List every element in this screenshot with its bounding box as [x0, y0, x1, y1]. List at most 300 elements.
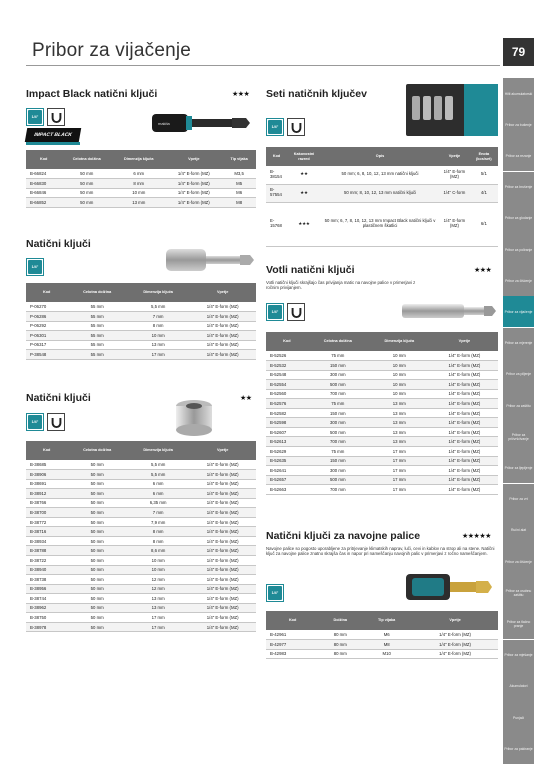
table-cell: 50 mm; 6, 7, 8, 10, 12, 13 mm Impact Black natični ključi v plastičnem škatlici	[321, 202, 439, 246]
table-cell: 50 mm	[67, 613, 127, 623]
sidebar-tab[interactable]: Pribor za pakiranje	[503, 733, 534, 764]
table-cell: B-52607	[266, 427, 308, 437]
natic1-drive-badge	[26, 258, 44, 276]
table-row	[266, 649, 498, 659]
table-cell: 150 mm	[308, 456, 368, 466]
table-row	[266, 485, 498, 495]
table-cell: 700 mm	[308, 485, 368, 495]
table-cell: 1/4" E-form (MZ)	[165, 169, 222, 179]
table-row	[26, 302, 256, 312]
table-cell: B-38934	[26, 536, 67, 546]
table-cell: B-38685	[26, 460, 67, 470]
table-cell: B-38772	[26, 517, 67, 527]
table-cell: 1/4" E-form (MZ)	[439, 166, 470, 184]
table-cell: 1/4" E-form (MZ)	[431, 456, 498, 466]
table-cell: M10	[361, 649, 412, 659]
table-cell: B-52532	[266, 361, 308, 371]
table-cell: 1/4" E-form (MZ)	[165, 198, 222, 208]
table-header-row	[266, 611, 498, 630]
table-cell: 8 mm	[127, 527, 189, 537]
table-cell: 1/4" E-form (MZ)	[189, 594, 256, 604]
column-header: Enota (kos/set)	[470, 147, 498, 166]
sidebar-tab[interactable]: Pribor za brušenje	[503, 172, 534, 203]
table-cell: 80 mm	[319, 640, 361, 650]
table-cell: B-38750	[26, 613, 67, 623]
table-row	[26, 198, 256, 208]
table-cell: 13 mm	[127, 340, 189, 350]
sidebar-tab[interactable]: Pribor za rezanje	[503, 140, 534, 171]
navoj-table	[266, 611, 498, 659]
table-row	[266, 466, 498, 476]
navoj-socket-image	[404, 568, 498, 606]
table-cell: 1/4" E-form (MZ)	[189, 517, 256, 527]
table-cell: 1/4" E-form (MZ)	[431, 380, 498, 390]
table-row	[266, 640, 498, 650]
table-cell: B-42983	[266, 649, 319, 659]
table-cell: 80 mm	[319, 649, 361, 659]
sidebar-tab[interactable]: Pribor za zaštitu	[503, 390, 534, 421]
table-row	[266, 370, 498, 380]
table-cell: P-06292	[26, 321, 67, 331]
table-cell: P-06270	[26, 302, 67, 312]
natic1-drive-label: 1/4"	[28, 260, 42, 274]
table-cell: 55 mm	[67, 340, 127, 350]
column-header: Kod	[266, 611, 319, 630]
table-cell: 75 mm	[308, 351, 368, 361]
table-cell: B-38940	[26, 565, 67, 575]
table-cell: M3,5	[222, 169, 256, 179]
table-row	[26, 536, 256, 546]
column-header: Kod	[26, 150, 61, 169]
table-cell: B-66824	[26, 169, 61, 179]
table-cell: 10 mm	[368, 389, 431, 399]
table-cell: B-38766	[26, 498, 67, 508]
header-divider	[26, 65, 500, 66]
category-sidebar	[503, 68, 534, 755]
table-cell: 1/4" E-form (MZ)	[431, 446, 498, 456]
table-row	[266, 475, 498, 485]
table-cell: 1/4" E-form (MZ)	[431, 399, 498, 409]
table-cell: E-15768	[266, 202, 287, 246]
drive-size-label: 1/4"	[28, 110, 42, 124]
column-header: Vpetje	[439, 147, 470, 166]
table-cell: 13 mm	[368, 437, 431, 447]
table-cell: 17 mm	[368, 456, 431, 466]
seti-package-band	[464, 84, 498, 136]
table-row	[26, 575, 256, 585]
table-row	[26, 179, 256, 189]
table-cell: B-38912	[26, 489, 67, 499]
column-header: Dimenzija ključa	[368, 332, 431, 351]
sidebar-tab[interactable]: Pribor za mjerenje	[503, 328, 534, 359]
table-row	[26, 331, 256, 341]
seti-socket-3	[434, 96, 442, 120]
magnet-icon	[47, 108, 65, 126]
table-cell: 4/1	[470, 184, 498, 202]
table-cell: 5,5 mm	[127, 460, 189, 470]
table-cell: 50 mm	[61, 169, 112, 179]
impact-section-title: Impact Black natični ključi	[26, 88, 158, 100]
table-cell: 1/4" E-form (MZ)	[431, 466, 498, 476]
table-cell: 5,5 mm	[127, 302, 189, 312]
table-cell: 1/4" E-form (MZ)	[189, 546, 256, 556]
impact-socket-table	[26, 150, 256, 208]
table-row	[26, 527, 256, 537]
column-header: Dolžina	[319, 611, 361, 630]
natic2-magnet-icon	[47, 413, 65, 431]
table-row	[26, 489, 256, 499]
table-cell: 10 mm	[127, 565, 189, 575]
impact-logo-stripe	[26, 142, 80, 145]
table-cell: 50 mm	[67, 527, 127, 537]
sidebar-tab[interactable]: Pribor za poliranje	[503, 234, 534, 265]
table-cell: 500 mm	[308, 475, 368, 485]
table-cell: 1/4" E-form (MZ)	[189, 331, 256, 341]
table-cell: 17 mm	[368, 485, 431, 495]
table-cell: 50 mm	[67, 546, 127, 556]
table-cell: B-38956	[26, 584, 67, 594]
table-cell: 75 mm	[308, 399, 368, 409]
table-header-row	[26, 441, 256, 460]
sidebar-tab[interactable]: Pribor za piljenje	[503, 359, 534, 390]
table-cell: B-52635	[266, 456, 308, 466]
table-cell: 1/4" E-form (MZ)	[189, 302, 256, 312]
table-row	[26, 603, 256, 613]
table-cell: 1/4" E-form (MZ)	[431, 418, 498, 428]
natic2-socket-image	[172, 398, 256, 440]
impact-rating-stars: ★★★	[232, 91, 250, 98]
navoj-drive-label: 1/4"	[268, 586, 282, 600]
table-row	[26, 188, 256, 198]
table-cell: 55 mm	[67, 350, 127, 360]
table-cell: 17 mm	[127, 350, 189, 360]
natic2-section-title: Natični ključi	[26, 392, 91, 404]
sidebar-tab[interactable]: Pribor za mješanje	[503, 640, 534, 671]
table-row	[26, 622, 256, 632]
table-cell: 1/4" E-form (MZ)	[189, 460, 256, 470]
table-cell: 6 mm	[127, 489, 189, 499]
table-cell: 10 mm	[368, 380, 431, 390]
table-row	[26, 613, 256, 623]
column-header: Celotna dolžina	[67, 283, 127, 302]
table-cell: 50 mm; 8, 10, 12, 13 mm natični ključi	[321, 184, 439, 202]
table-cell: 700 mm	[308, 389, 368, 399]
table-cell: 13 mm	[368, 427, 431, 437]
table-cell: 1/4" E-form (MZ)	[412, 630, 498, 640]
table-cell: 50 mm	[67, 603, 127, 613]
sidebar-tab[interactable]: Pribor za čišćenje	[503, 265, 534, 296]
table-cell: 1/4" E-form (MZ)	[189, 536, 256, 546]
votli-rating-stars: ★★★	[474, 267, 492, 274]
page-number: 79	[503, 38, 534, 66]
table-cell: 7 mm	[127, 312, 189, 322]
table-row	[26, 321, 256, 331]
table-row	[26, 508, 256, 518]
table-cell: 5,5 mm	[127, 470, 189, 480]
table-cell: B-66852	[26, 198, 61, 208]
table-cell: 10 mm	[127, 331, 189, 341]
natic1-socket-image	[162, 247, 256, 273]
table-cell: 50 mm	[61, 188, 112, 198]
table-cell: 8,6 mm	[127, 546, 189, 556]
table-row	[266, 630, 498, 640]
table-row	[26, 479, 256, 489]
seti-table	[266, 147, 498, 247]
table-cell: 55 mm	[67, 321, 127, 331]
column-header: Kod	[26, 441, 67, 460]
column-header: Celotna dolžina	[61, 150, 112, 169]
seti-section-title: Seti natičnih ključev	[266, 88, 367, 100]
table-cell: 13 mm	[368, 408, 431, 418]
table-cell: 50 mm	[67, 489, 127, 499]
table-cell: P-06301	[26, 331, 67, 341]
table-cell: 1/4" E-form (MZ)	[189, 489, 256, 499]
table-cell: B-38744	[26, 594, 67, 604]
column-header: Dimenzija ključa	[127, 283, 189, 302]
seti-socket-4	[445, 96, 453, 120]
table-cell: 55 mm	[67, 302, 127, 312]
table-cell: 700 mm	[308, 437, 368, 447]
table-cell: M6	[222, 188, 256, 198]
natic1-table	[26, 283, 256, 360]
table-row	[26, 350, 256, 360]
table-cell: 50 mm	[67, 517, 127, 527]
votli-description: Votli natični ključi skrajšajo čas privijanja matic na navojne palice v primerjavi z ročnim privijanjem.	[266, 280, 416, 290]
natic2-drive-label: 1/4"	[28, 415, 42, 429]
votli-socket-image	[400, 296, 498, 326]
sidebar-tab[interactable]: Pribor za vijačenje	[503, 296, 534, 327]
votli-table	[266, 332, 498, 495]
table-cell: B-38154	[266, 166, 287, 184]
table-row	[26, 340, 256, 350]
table-cell: B-38906	[26, 470, 67, 480]
sidebar-tab[interactable]: Pribor za vrt	[503, 484, 534, 515]
table-cell: 50 mm	[67, 622, 127, 632]
table-cell: 1/4" E-form (MZ)	[189, 575, 256, 585]
table-cell: 1/4" E-form (MZ)	[189, 312, 256, 322]
table-cell: 8 mm	[127, 321, 189, 331]
table-row	[26, 517, 256, 527]
table-cell: 12 mm	[127, 584, 189, 594]
table-cell: 1/4" E-form (MZ)	[431, 437, 498, 447]
column-header: Celotna dolžina	[67, 441, 127, 460]
table-cell: 1/4" E-form (MZ)	[431, 485, 498, 495]
table-cell: B-42977	[266, 640, 319, 650]
table-row	[266, 437, 498, 447]
table-cell: 75 mm	[308, 446, 368, 456]
table-cell: 50 mm	[67, 575, 127, 585]
table-cell: B-52526	[266, 351, 308, 361]
table-row	[26, 584, 256, 594]
column-header: Vpetje	[165, 150, 222, 169]
table-cell: ★★	[287, 166, 321, 184]
natic1-section-title: Natični ključi	[26, 238, 91, 250]
table-header-row	[26, 150, 256, 169]
table-cell: B-38788	[26, 546, 67, 556]
svg-text:makita: makita	[158, 121, 170, 126]
table-cell: 17 mm	[127, 622, 189, 632]
column-header: Tip vijaka	[361, 611, 412, 630]
table-cell: 1/4" E-form (MZ)	[189, 613, 256, 623]
table-cell: 300 mm	[308, 466, 368, 476]
table-cell: B-66830	[26, 179, 61, 189]
table-cell: B-52582	[266, 408, 308, 418]
sidebar-tab[interactable]: Pribor za čišćenje	[503, 546, 534, 577]
table-cell: 7 mm	[127, 508, 189, 518]
table-cell: B-52554	[266, 380, 308, 390]
table-row	[266, 184, 498, 202]
table-row	[26, 312, 256, 322]
table-cell: 55 mm	[67, 331, 127, 341]
table-cell: 17 mm	[127, 613, 189, 623]
table-cell: 1/4" E-form (MZ)	[439, 202, 470, 246]
table-cell: M8	[222, 198, 256, 208]
table-cell: B-42961	[266, 630, 319, 640]
column-header: Vpetje	[431, 332, 498, 351]
table-row	[266, 202, 498, 246]
table-cell: 10 mm	[368, 361, 431, 371]
table-cell: 1/4" E-form (MZ)	[189, 479, 256, 489]
table-cell: 80 mm	[319, 630, 361, 640]
sidebar-tab[interactable]: Punjači	[503, 702, 534, 733]
column-header: Kod	[26, 283, 67, 302]
table-cell: 500 mm	[308, 380, 368, 390]
table-cell: 150 mm	[308, 408, 368, 418]
table-cell: B-52613	[266, 437, 308, 447]
table-row	[26, 565, 256, 575]
table-cell: ★★★	[287, 202, 321, 246]
sidebar-tab[interactable]: Pribor za osobnu zaštitu	[503, 577, 534, 608]
table-row	[26, 460, 256, 470]
table-cell: 1/4" E-form (MZ)	[431, 351, 498, 361]
table-cell: P-06286	[26, 312, 67, 322]
table-cell: 13 mm	[112, 198, 165, 208]
seti-drive-label: 1/4"	[268, 120, 282, 134]
table-cell: 1/4" E-form (MZ)	[189, 321, 256, 331]
sidebar-tab[interactable]: Pribor za pričvršćivanje	[503, 421, 534, 452]
table-header-row	[26, 283, 256, 302]
natic2-rating-stars: ★★	[240, 395, 252, 402]
table-cell: 8 mm	[127, 536, 189, 546]
table-cell: 55 mm	[67, 312, 127, 322]
table-cell: 1/4" E-form (MZ)	[431, 370, 498, 380]
table-row	[26, 470, 256, 480]
table-cell: M6	[361, 630, 412, 640]
table-cell: 17 mm	[368, 466, 431, 476]
table-cell: 1/4" E-form (MZ)	[189, 498, 256, 508]
table-cell: 6,35 mm	[127, 498, 189, 508]
table-cell: 17 mm	[368, 446, 431, 456]
table-cell: B-66846	[26, 188, 61, 198]
natic2-drive-badge	[26, 413, 44, 431]
sidebar-tab[interactable]: Pribor za bušenje	[503, 109, 534, 140]
sidebar-tab[interactable]: Pribor za glodanje	[503, 203, 534, 234]
table-cell: 1/4" E-form (MZ)	[431, 389, 498, 399]
table-cell: 1/4" E-form (MZ)	[189, 584, 256, 594]
table-cell: 6 mm	[112, 169, 165, 179]
table-cell: 50 mm	[67, 594, 127, 604]
table-cell: 50 mm; 6, 8, 10, 12, 13 mm natični ključi	[321, 166, 439, 184]
table-cell: B-52576	[266, 399, 308, 409]
table-cell: 13 mm	[127, 603, 189, 613]
table-row	[266, 380, 498, 390]
table-cell: 300 mm	[308, 418, 368, 428]
table-row	[266, 389, 498, 399]
table-cell: 1/4" E-form (MZ)	[165, 188, 222, 198]
sidebar-tab[interactable]: Pribor za tlačno pranje	[503, 608, 534, 639]
votli-drive-badge	[266, 303, 284, 321]
sidebar-tab[interactable]: Akumulatori	[503, 671, 534, 702]
table-row	[266, 351, 498, 361]
table-cell: 50 mm	[67, 498, 127, 508]
table-cell: B-38722	[26, 555, 67, 565]
votli-section-title: Votli natični ključi	[266, 264, 355, 276]
seti-drive-badge	[266, 118, 284, 136]
table-cell: 6/1	[470, 202, 498, 246]
seti-socket-1	[412, 96, 420, 120]
table-cell: 50 mm	[67, 536, 127, 546]
column-header: Kakovostni razred	[287, 147, 321, 166]
table-cell: 50 mm	[67, 460, 127, 470]
table-cell: 5/1	[470, 166, 498, 184]
table-cell: 13 mm	[127, 594, 189, 604]
table-cell: 10 mm	[127, 555, 189, 565]
table-cell: B-38962	[26, 603, 67, 613]
table-cell: 1/4" E-form (MZ)	[189, 340, 256, 350]
table-cell: 1/4" E-form (MZ)	[165, 179, 222, 189]
table-cell: B-57554	[266, 184, 287, 202]
table-cell: B-52629	[266, 446, 308, 456]
navoj-section-title: Natični ključi za navojne palice	[266, 530, 421, 542]
table-cell: M5	[222, 179, 256, 189]
table-cell: B-52560	[266, 389, 308, 399]
votli-drive-label: 1/4"	[268, 305, 282, 319]
sidebar-tab[interactable]: Ručni alat	[503, 515, 534, 546]
column-header: Dimenzija ključa	[127, 441, 189, 460]
seti-package-image	[406, 84, 498, 136]
table-cell: B-38738	[26, 575, 67, 585]
table-cell: M8	[361, 640, 412, 650]
sidebar-tab[interactable]: Pribor za ljepljenje	[503, 452, 534, 483]
votli-magnet-icon	[287, 303, 305, 321]
table-row	[266, 446, 498, 456]
table-cell: B-52598	[266, 418, 308, 428]
table-cell: 1/4" E-form (MZ)	[431, 427, 498, 437]
column-header: Vpetje	[189, 283, 256, 302]
column-header: Celotna dolžina	[308, 332, 368, 351]
table-cell: 1/4" E-form (MZ)	[189, 565, 256, 575]
table-cell: 1/4" E-form (MZ)	[189, 622, 256, 632]
sidebar-tab[interactable]: Hilti akumulatorski	[503, 78, 534, 109]
column-header: Dimenzija ključa	[112, 150, 165, 169]
seti-magnet-icon	[287, 118, 305, 136]
table-cell: B-52548	[266, 370, 308, 380]
table-row	[26, 498, 256, 508]
table-cell: 1/4" E-form (MZ)	[189, 555, 256, 565]
table-cell: P-38548	[26, 350, 67, 360]
table-cell: 1/4" C-form	[439, 184, 470, 202]
column-header: Kod	[266, 147, 287, 166]
table-cell: 6 mm	[127, 479, 189, 489]
table-cell: 50 mm	[67, 470, 127, 480]
table-cell: 12 mm	[127, 575, 189, 585]
table-row	[26, 555, 256, 565]
table-cell: 1/4" E-form (MZ)	[431, 408, 498, 418]
table-cell: 10 mm	[368, 351, 431, 361]
table-cell: ★★	[287, 184, 321, 202]
table-row	[26, 546, 256, 556]
table-cell: B-38716	[26, 527, 67, 537]
